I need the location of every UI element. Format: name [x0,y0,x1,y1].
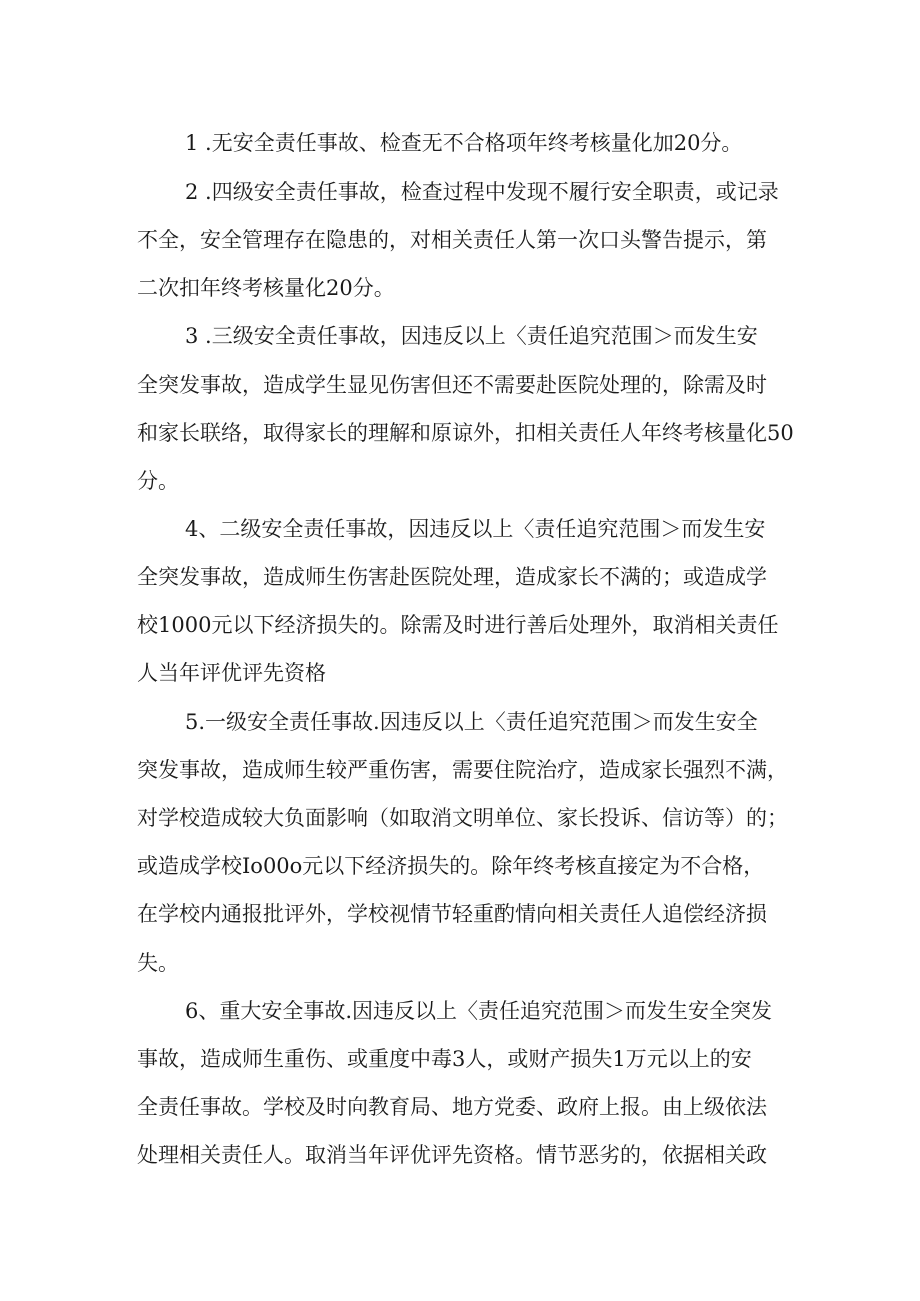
paragraph-4-line-2: 全突发事故，造成师生伤害赴医院处理，造成家长不满的；或造成学 [137,565,767,589]
paragraph-3-line-4: 分。 [137,469,179,493]
paragraph-4-line-1: 4、二级安全责任事故，因违反以上〈责任追究范围＞而发生安 [185,517,766,541]
paragraph-5-line-3: 对学校造成较大负面影响（如取消文明单位、家长投诉、信访等）的； [137,806,788,830]
paragraph-6-line-4: 处理相关责任人。取消当年评优评先资格。情节恶劣的，依据相关政 [137,1143,767,1167]
paragraph-6-line-3: 全责任事故。学校及时向教育局、地方党委、政府上报。由上级依法 [137,1095,767,1119]
paragraph-5-line-2: 突发事故，造成师生较严重伤害，需要住院治疗，造成家长强烈不满， [137,758,788,782]
paragraph-3-line-2: 全突发事故，造成学生显见伤害但还不需要赴医院处理的，除需及时 [137,373,767,397]
paragraph-3-line-1: 3 .三级安全责任事故，因违反以上〈责任追究范围＞而发生安 [185,324,758,348]
paragraph-3-line-3: 和家长联络，取得家长的理解和原谅外，扣相关责任人年终考核量化50 [137,421,794,445]
paragraph-5-line-1: 5.一级安全责任事故.因违反以上〈责任追究范围＞而发生安全 [185,710,758,734]
paragraph-5-line-6: 失。 [137,951,179,975]
paragraph-4-line-3: 校1000元以下经济损失的。除需及时进行善后处理外，取消相关责任 [137,613,779,637]
paragraph-2-line-3: 二次扣年终考核量化20分。 [137,276,395,300]
paragraph-2-line-2: 不全，安全管理存在隐患的，对相关责任人第一次口头警告提示，第 [137,228,767,252]
paragraph-5-line-4: 或造成学校Io00o元以下经济损失的。除年终考核直接定为不合格， [137,854,765,878]
paragraph-1-line-1: 1 .无安全责任事故、检查无不合格项年终考核量化加20分。 [185,131,743,155]
paragraph-5-line-5: 在学校内通报批评外，学校视情节轻重酌情向相关责任人追偿经济损 [137,902,767,926]
paragraph-6-line-1: 6、重大安全事故.因违反以上〈责任追究范围＞而发生安全突发 [185,999,773,1023]
paragraph-4-line-4: 人当年评优评先资格 [137,661,326,685]
paragraph-2-line-1: 2 .四级安全责任事故，检查过程中发现不履行安全职责，或记录 [185,180,779,204]
paragraph-6-line-2: 事故，造成师生重伤、或重度中毒3人，或财产损失1万元以上的安 [137,1047,752,1071]
